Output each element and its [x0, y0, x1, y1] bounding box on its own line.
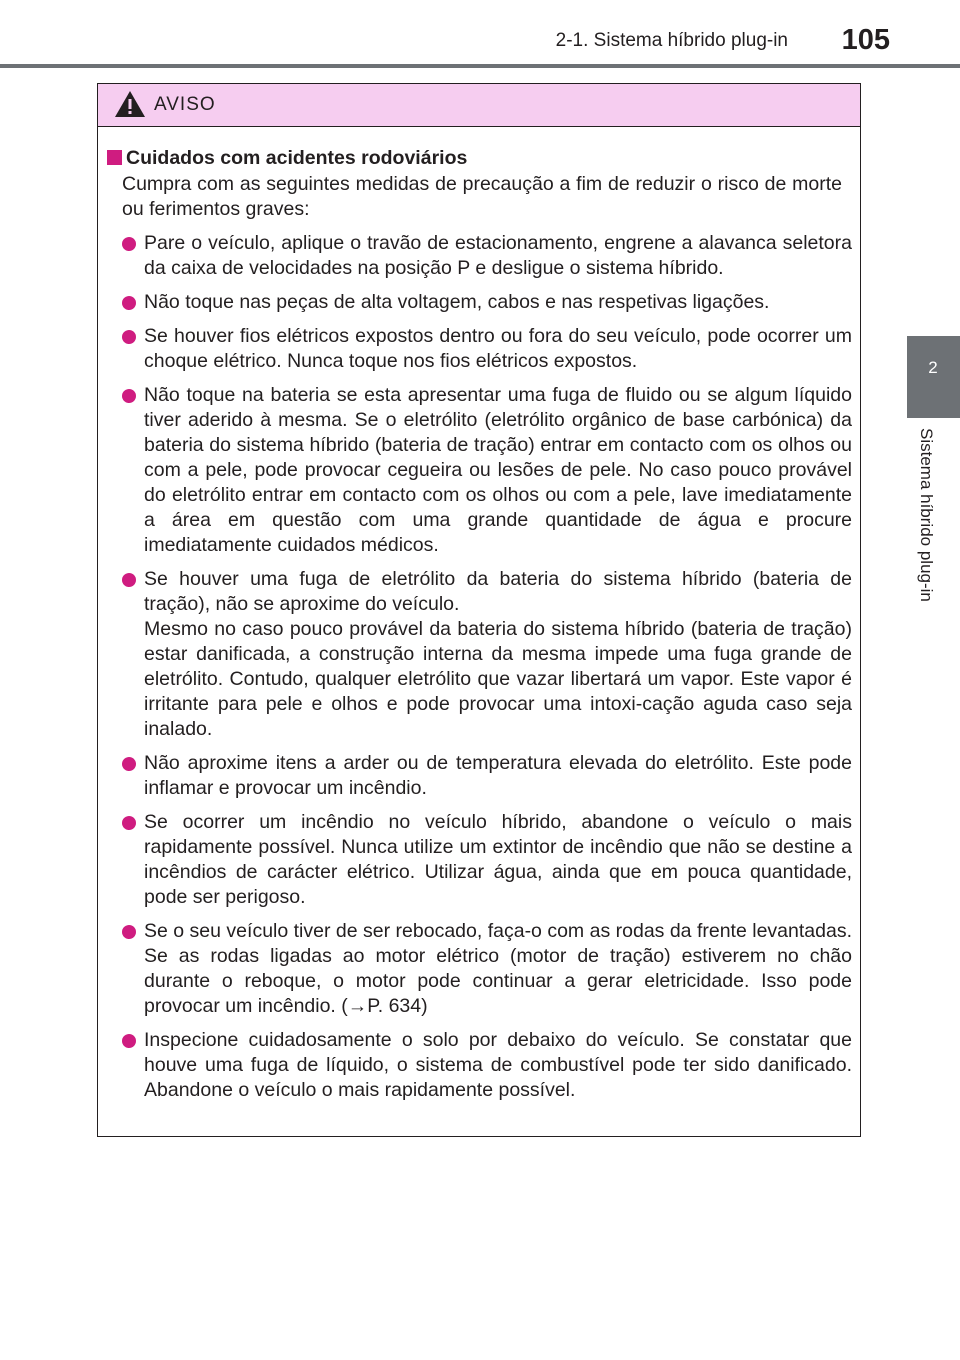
bullet-dot-icon [122, 757, 136, 771]
list-item [122, 1028, 852, 1103]
list-item-text: Pare o veículo, aplique o travão de estacionamento, engrene a alavanca seletora da caixa de velocidades na posição P e desligue o sistema híbrido. [144, 232, 852, 279]
bullet-dot-icon [122, 573, 136, 587]
list-item [122, 919, 852, 1019]
bullet-dot-icon [122, 389, 136, 403]
warning-header [98, 84, 860, 127]
warning-title: AVISO [154, 94, 216, 115]
warning-triangle-icon [114, 90, 146, 118]
list-item [122, 810, 852, 910]
list-item-text: Não toque na bateria se esta apresentar uma fuga de fluido ou se algum líquido tiver aderido à mesma. Se o eletrólito (eletrólito orgânico de base carbónica) da bateria do sistema híbrido (bateria de tração) entrar em contacto com os olhos ou com a pele, pode provocar cegueira ou lesões de pele. No caso pouco provável do eletrólito entrar em contacto com os olhos ou com a pele, lave imediatamente a área em questão com uma grande quantidade de água e procure imediatamente cuidados médicos. [144, 384, 852, 556]
bullet-dot-icon [122, 1034, 136, 1048]
bullet-dot-icon [122, 330, 136, 344]
bullet-dot-icon [122, 296, 136, 310]
list-item [122, 751, 852, 801]
list-item-text: Não toque nas peças de alta voltagem, cabos e nas respetivas ligações. [144, 291, 770, 313]
square-bullet-icon [107, 150, 122, 165]
intro-paragraph: Cumpra com as seguintes medidas de precaução a fim de reduzir o risco de morte ou ferimentos graves: [122, 173, 842, 220]
bullet-dot-icon [122, 237, 136, 251]
warning-box [97, 83, 861, 1137]
list-item [122, 231, 852, 281]
bullet-dot-icon [122, 925, 136, 939]
list-item [122, 290, 852, 315]
list-item [122, 324, 852, 374]
section-heading [100, 146, 856, 171]
list-item-text: Se houver uma fuga de eletrólito da bateria do sistema híbrido (bateria de tração), não se aproxime do veículo. Mesmo no caso pouco provável da bateria do sistema híbrido (bateria de tração) estar danificada, a construção interna da mesma impede uma fuga grande de eletrólito. Contudo, qualquer eletrólito que vazar libertará um vapor. Este vapor é irritante para pele e olhos e pode provocar uma intoxi-cação aguda caso seja inalado. [144, 568, 852, 740]
header-divider [0, 64, 960, 68]
list-item [122, 567, 852, 742]
header-section-title: 2-1. Sistema híbrido plug-in [555, 30, 788, 51]
chapter-tab-number: 2 [928, 358, 938, 377]
list-item-text: Não aproxime itens a arder ou de temperatura elevada do eletrólito. Este pode inflamar e provocar um incêndio. [144, 752, 852, 799]
bullet-dot-icon [122, 816, 136, 830]
section-heading-text: Cuidados com acidentes rodoviários [126, 147, 468, 169]
list-item [122, 383, 852, 558]
warning-content [100, 146, 856, 1103]
list-item-text: Se ocorrer um incêndio no veículo híbrido, abandone o veículo o mais rapidamente possível. Nunca utilize um extintor de incêndio que não se destine a incêndios de carácter elétrico. Utilizar água, ainda que em pouca quantidade, pode ser perigoso. [144, 811, 852, 908]
list-item-text: Se o seu veículo tiver de ser rebocado, faça-o com as rodas da frente levantadas. Se as rodas ligadas ao motor elétrico (motor de tração) estiverem no chão durante o reboque, o motor pode continuar a gerar eletricidade. Isso pode provocar um incêndio. (→P. 634) [144, 920, 852, 1017]
list-item-text: Inspecione cuidadosamente o solo por debaixo do veículo. Se constatar que houve uma fuga de líquido, o sistema de combustível pode ter sido danificado. Abandone o veículo o mais rapidamente possível. [144, 1029, 852, 1101]
chapter-tab-label: Sistema híbrido plug-in [917, 428, 936, 602]
list-item-text: Se houver fios elétricos expostos dentro ou fora do seu veículo, pode ocorrer um choque elétrico. Nunca toque nos fios elétricos expostos. [144, 325, 852, 372]
page-number: 105 [841, 24, 890, 56]
